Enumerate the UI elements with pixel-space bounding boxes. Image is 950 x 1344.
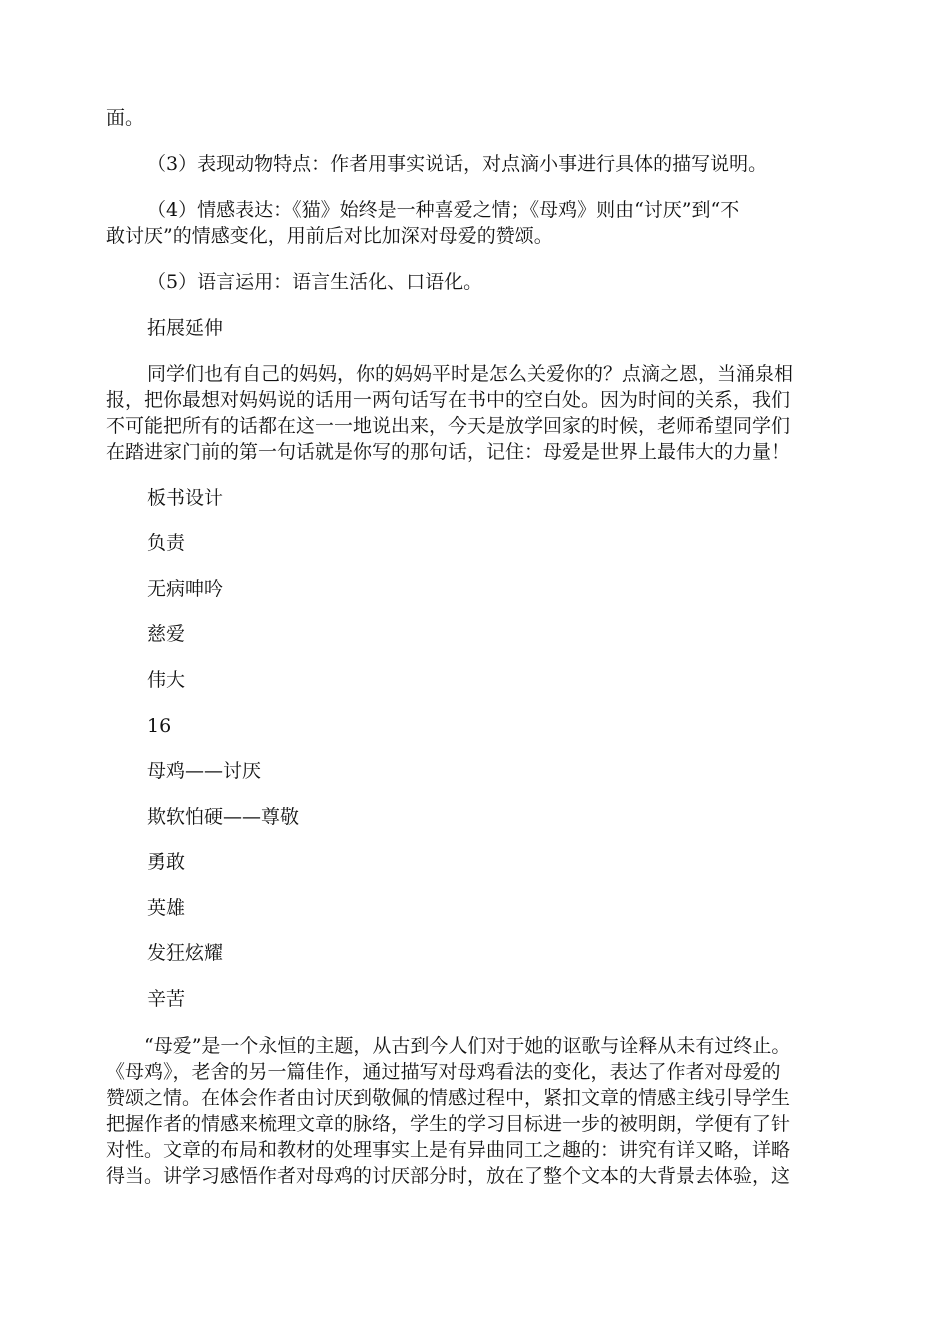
reflection-line: 赞颂之情。在体会作者由讨厌到敬佩的情感过程中，紧扣文章的情感主线引导学生 <box>106 1087 791 1109</box>
board-item: 慈爱 <box>147 623 186 645</box>
extend-line-4: 在踏进家门前的第一句话就是你写的那句话，记住：母爱是世界上最伟大的力量！ <box>106 441 791 463</box>
reflection-line: 得当。讲学习感悟作者对母鸡的讨厌部分时，放在了整个文本的大背景去体验，这 <box>106 1165 791 1187</box>
board-heading: 板书设计 <box>147 487 224 509</box>
board-item: 英雄 <box>147 897 186 919</box>
extend-heading: 拓展延伸 <box>147 317 224 339</box>
board-item: 勇敢 <box>147 851 186 873</box>
paragraph-4-line-1: （4）情感表达：《猫》始终是一种喜爱之情；《母鸡》则由“讨厌”到“不 <box>147 199 740 221</box>
board-item: 辛苦 <box>147 988 186 1010</box>
extend-line-1: 同学们也有自己的妈妈，你的妈妈平时是怎么关爱你的？点滴之恩，当涌泉相 <box>147 363 794 385</box>
extend-line-2: 报，把你最想对妈妈说的话用一两句话写在书中的空白处。因为时间的关系，我们 <box>106 389 791 411</box>
board-item: 欺软怕硬——尊敬 <box>147 806 300 828</box>
extend-line-3: 不可能把所有的话都在这一一地说出来，今天是放学回家的时候，老师希望同学们 <box>106 415 791 437</box>
board-item: 16 <box>147 715 172 737</box>
board-item: 伟大 <box>147 669 186 691</box>
reflection-line: 《母鸡》，老舍的另一篇佳作，通过描写对母鸡看法的变化，表达了作者对母爱的 <box>106 1061 781 1083</box>
paragraph-continuation: 面。 <box>106 107 145 129</box>
board-item: 发狂炫耀 <box>147 942 224 964</box>
paragraph-4-line-2: 敢讨厌”的情感变化，用前后对比加深对母爱的赞颂。 <box>106 225 553 247</box>
board-item: 无病呻吟 <box>147 578 224 600</box>
paragraph-5: （5）语言运用：语言生活化、口语化。 <box>147 271 483 293</box>
board-item: 母鸡——讨厌 <box>147 760 262 782</box>
board-item: 负责 <box>147 532 186 554</box>
reflection-line: 对性。文章的布局和教材的处理事实上是有异曲同工之趣的：讲究有详又略，详略 <box>106 1139 791 1161</box>
reflection-line: 把握作者的情感来梳理文章的脉络，学生的学习目标进一步的被明朗，学便有了针 <box>106 1113 791 1135</box>
reflection-line: “母爱”是一个永恒的主题，从古到今人们对于她的讴歌与诠释从未有过终止。 <box>106 1035 791 1057</box>
paragraph-3: （3）表现动物特点：作者用事实说话，对点滴小事进行具体的描写说明。 <box>147 153 768 175</box>
